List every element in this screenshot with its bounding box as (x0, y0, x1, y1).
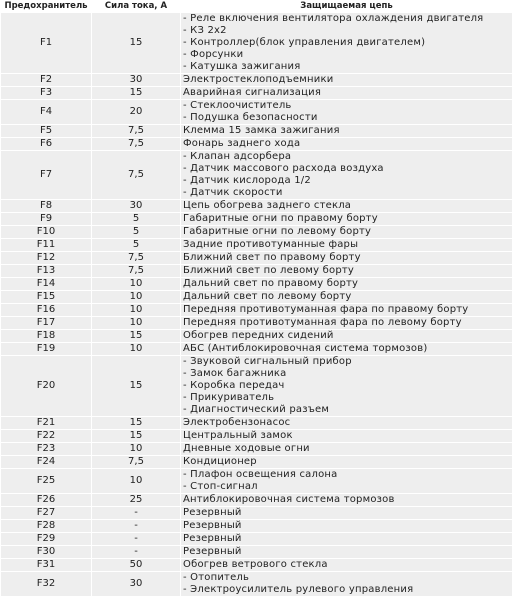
circuit-line: - Плафон освещения салона (183, 469, 338, 480)
fuse-id-cell: F11 (1, 239, 91, 251)
fuse-id-cell: F7 (1, 151, 91, 199)
fuse-id-cell: F31 (1, 559, 91, 571)
circuit-line: Задние противотуманные фары (183, 239, 359, 250)
circuit-cell (181, 239, 512, 251)
amperage-cell: 10 (92, 317, 180, 329)
table-row (1, 520, 512, 532)
circuit-cell (181, 87, 512, 99)
table-row (1, 138, 512, 150)
fuse-id-cell: F23 (1, 443, 91, 455)
amperage-cell: 50 (92, 559, 180, 571)
circuit-cell (181, 520, 512, 532)
amperage-cell: 7,5 (92, 138, 180, 150)
amperage-cell: 15 (92, 356, 180, 416)
fuse-id-cell: F17 (1, 317, 91, 329)
circuit-line: - Контроллер(блок управления двигателем) (183, 37, 426, 48)
circuit-line: Резервный (183, 533, 242, 544)
table-row (1, 125, 512, 137)
circuit-line: - Коробка передач (183, 380, 285, 391)
amperage-cell: 30 (92, 200, 180, 212)
circuit-line: Передняя противотуманная фара по правому борту (183, 304, 469, 315)
fuse-id-cell: F3 (1, 87, 91, 99)
table-row (1, 304, 512, 316)
amperage-cell: 7,5 (92, 125, 180, 137)
fuse-id-cell: F19 (1, 343, 91, 355)
circuit-line: Обогрев ветрового стекла (183, 559, 328, 570)
fuse-id-cell: F12 (1, 252, 91, 264)
circuit-line: АБС (Антиблокировочная система тормозов) (183, 343, 428, 354)
table-row (1, 417, 512, 429)
amperage-cell: 7,5 (92, 265, 180, 277)
fuse-id-cell: F6 (1, 138, 91, 150)
header-circuit: Защищаемая цепь (181, 1, 512, 12)
table-row (1, 546, 512, 558)
table-row (1, 572, 512, 596)
fuse-id-cell: F16 (1, 304, 91, 316)
circuit-line: - Стеклоочиститель (183, 100, 292, 111)
circuit-line: - Подушка безопасности (183, 112, 318, 123)
circuit-line: Резервный (183, 546, 242, 557)
circuit-cell (181, 200, 512, 212)
circuit-cell (181, 572, 512, 596)
table-row (1, 494, 512, 506)
table-row (1, 291, 512, 303)
fuse-id-cell: F25 (1, 469, 91, 493)
table-row (1, 469, 512, 493)
circuit-line: Аварийная сигнализация (183, 87, 322, 98)
circuit-line: Ближний свет по правому борту (183, 252, 361, 263)
amperage-cell: - (92, 533, 180, 545)
circuit-cell (181, 417, 512, 429)
circuit-line: - Датчик скорости (183, 187, 283, 198)
fuse-id-cell: F21 (1, 417, 91, 429)
circuit-cell (181, 291, 512, 303)
fuse-id-cell: F8 (1, 200, 91, 212)
amperage-cell: 10 (92, 443, 180, 455)
circuit-cell (181, 443, 512, 455)
fuse-id-cell: F14 (1, 278, 91, 290)
circuit-cell (181, 125, 512, 137)
table-row (1, 456, 512, 468)
table-row (1, 100, 512, 124)
amperage-cell: 5 (92, 239, 180, 251)
fuse-id-cell: F32 (1, 572, 91, 596)
amperage-cell: 15 (92, 13, 180, 73)
circuit-line: - Замок багажника (183, 368, 287, 379)
circuit-cell (181, 456, 512, 468)
circuit-cell (181, 343, 512, 355)
circuit-cell (181, 74, 512, 86)
amperage-cell: - (92, 507, 180, 519)
circuit-cell (181, 252, 512, 264)
fuse-id-cell: F20 (1, 356, 91, 416)
circuit-cell (181, 546, 512, 558)
circuit-line: Центральный замок (183, 430, 293, 441)
amperage-cell: 10 (92, 278, 180, 290)
table-row (1, 430, 512, 442)
circuit-line: Антиблокировочная система тормозов (183, 494, 395, 505)
circuit-cell (181, 226, 512, 238)
circuit-cell (181, 469, 512, 493)
table-row (1, 239, 512, 251)
table-row (1, 559, 512, 571)
fuse-id-cell: F27 (1, 507, 91, 519)
amperage-cell: 5 (92, 213, 180, 225)
amperage-cell: 15 (92, 87, 180, 99)
circuit-cell (181, 430, 512, 442)
circuit-line: Ближний свет по левому борту (183, 265, 355, 276)
circuit-cell (181, 533, 512, 545)
circuit-line: Передняя противотуманная фара по левому борту (183, 317, 462, 328)
amperage-cell: 30 (92, 572, 180, 596)
table-row (1, 443, 512, 455)
table-row (1, 278, 512, 290)
fuse-id-cell: F2 (1, 74, 91, 86)
fuse-id-cell: F24 (1, 456, 91, 468)
amperage-cell: - (92, 520, 180, 532)
circuit-cell (181, 507, 512, 519)
table-row (1, 226, 512, 238)
circuit-line: Резервный (183, 520, 242, 531)
table-row (1, 252, 512, 264)
circuit-line: Фонарь заднего хода (183, 138, 301, 149)
fuse-id-cell: F28 (1, 520, 91, 532)
circuit-cell (181, 494, 512, 506)
circuit-cell (181, 356, 512, 416)
circuit-line: Электростеклоподъемники (183, 74, 334, 85)
circuit-cell (181, 13, 512, 73)
header-fuse: Предохранитель (1, 1, 91, 12)
table-row (1, 87, 512, 99)
circuit-cell (181, 138, 512, 150)
circuit-line: - Клапан адсорбера (183, 151, 292, 162)
circuit-line: - Датчик кислорода 1/2 (183, 175, 311, 186)
circuit-cell (181, 100, 512, 124)
fuse-id-cell: F26 (1, 494, 91, 506)
circuit-line: Кондиционер (183, 456, 257, 467)
circuit-cell (181, 151, 512, 199)
header-row (1, 1, 512, 12)
fuse-id-cell: F22 (1, 430, 91, 442)
amperage-cell: 10 (92, 469, 180, 493)
fuse-id-cell: F4 (1, 100, 91, 124)
table-row (1, 213, 512, 225)
amperage-cell: 30 (92, 74, 180, 86)
table-row (1, 265, 512, 277)
table-row (1, 356, 512, 416)
circuit-line: Цепь обогрева заднего стекла (183, 200, 352, 211)
amperage-cell: 10 (92, 304, 180, 316)
fuse-id-cell: F1 (1, 13, 91, 73)
circuit-cell (181, 213, 512, 225)
fuse-id-cell: F9 (1, 213, 91, 225)
circuit-line: - Катушка зажигания (183, 61, 301, 72)
fuse-id-cell: F10 (1, 226, 91, 238)
circuit-line: Резервный (183, 507, 242, 518)
amperage-cell: 10 (92, 343, 180, 355)
table-row (1, 13, 512, 73)
table-row (1, 317, 512, 329)
table-row (1, 74, 512, 86)
amperage-cell: 15 (92, 430, 180, 442)
fuse-id-cell: F5 (1, 125, 91, 137)
circuit-line: - Реле включения вентилятора охлаждения двигателя (183, 13, 484, 24)
circuit-line: - Прикуриватель (183, 392, 275, 403)
table-row (1, 507, 512, 519)
fuse-id-cell: F18 (1, 330, 91, 342)
fuse-id-cell: F29 (1, 533, 91, 545)
fuse-id-cell: F30 (1, 546, 91, 558)
circuit-line: - Стоп-сигнал (183, 481, 258, 492)
table-row (1, 533, 512, 545)
circuit-line: Габаритные огни по левому борту (183, 226, 372, 237)
table-row (1, 343, 512, 355)
circuit-line: - Датчик массового расхода воздуха (183, 163, 384, 174)
circuit-cell (181, 330, 512, 342)
circuit-line: - Форсунки (183, 49, 244, 60)
table-row (1, 200, 512, 212)
circuit-cell (181, 559, 512, 571)
header-amperage: Сила тока, А (92, 1, 180, 12)
circuit-line: Электробензонасос (183, 417, 291, 428)
circuit-line: Габаритные огни по правому борту (183, 213, 378, 224)
amperage-cell: 15 (92, 330, 180, 342)
fuse-id-cell: F13 (1, 265, 91, 277)
table-row (1, 330, 512, 342)
circuit-cell (181, 278, 512, 290)
amperage-cell: 15 (92, 417, 180, 429)
amperage-cell: 7,5 (92, 456, 180, 468)
circuit-line: - Звуковой сигнальный прибор (183, 356, 352, 367)
amperage-cell: 20 (92, 100, 180, 124)
fuse-id-cell: F15 (1, 291, 91, 303)
circuit-line: Клемма 15 замка зажигания (183, 125, 340, 136)
circuit-line: - КЗ 2х2 (183, 25, 227, 36)
amperage-cell: 10 (92, 291, 180, 303)
circuit-line: - Электроусилитель рулевого управления (183, 584, 414, 595)
amperage-cell: 5 (92, 226, 180, 238)
amperage-cell: 25 (92, 494, 180, 506)
circuit-cell (181, 265, 512, 277)
circuit-cell (181, 317, 512, 329)
circuit-cell (181, 304, 512, 316)
circuit-line: - Отопитель (183, 572, 250, 583)
fuse-table-body (1, 13, 512, 596)
circuit-line: Обогрев передних сидений (183, 330, 334, 341)
amperage-cell: 7,5 (92, 151, 180, 199)
circuit-line: Дневные ходовые огни (183, 443, 310, 454)
amperage-cell: 7,5 (92, 252, 180, 264)
circuit-line: - Диагностический разъем (183, 404, 330, 415)
circuit-line: Дальний свет по правому борту (183, 278, 359, 289)
amperage-cell: - (92, 546, 180, 558)
circuit-line: Дальний свет по левому борту (183, 291, 352, 302)
table-row (1, 151, 512, 199)
